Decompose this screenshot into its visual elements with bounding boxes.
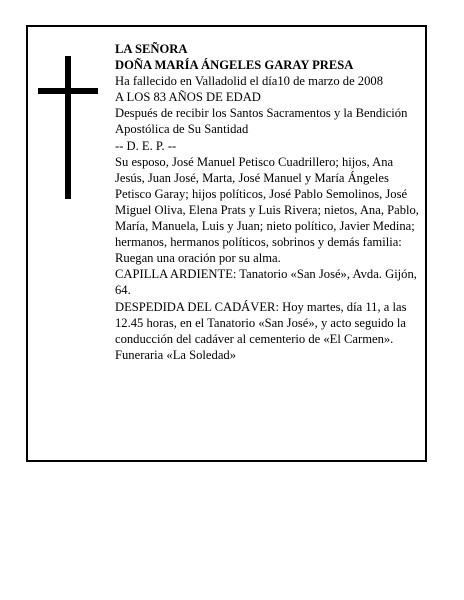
funeral-home: Funeraria «La Soledad» <box>115 347 236 362</box>
cross-icon <box>38 56 98 199</box>
farewell-info: DESPEDIDA DEL CADÁVER: Hoy martes, día 11, a las 12.45 horas, en el Tanatorio «San José», y acto seguido la conducción del cadáver al cementerio de «El Carmen». <box>115 299 407 346</box>
sacraments-line: Después de recibir los Santos Sacramentos y la Bendición Apostólica de Su Santidad <box>115 106 408 137</box>
chapel-info: CAPILLA ARDIENTE: Tanatorio «San José», Avda. Gijón, 64. <box>115 267 417 298</box>
prayer-request: Ruegan una oración por su alma. <box>115 251 281 266</box>
death-announcement: Ha fallecido en Valladolid el día10 de marzo de 2008 <box>115 74 383 89</box>
notice-text <box>115 41 421 363</box>
deceased-name: DOÑA MARÍA ÁNGELES GARAY PRESA <box>115 58 354 73</box>
cross-horizontal-bar <box>38 88 98 94</box>
cross-vertical-bar <box>65 56 71 199</box>
family-paragraph: Su esposo, José Manuel Petisco Cuadrillero; hijos, Ana Jesús, Juan José, Marta, José Manuel y María Ángeles Petisco Garay; hijos políticos, José Pablo Semolinos, José Miguel Oliva, Elena Prats y Luis Rivera; nietos, Ana, Pablo, María, Manuela, Luis y Juan; nieto político, Javier Medina; hermanos, hermanos políticos, sobrinos y demás familia: <box>115 154 419 250</box>
rip-line: -- D. E. P. -- <box>115 138 177 153</box>
title-honorific: LA SEÑORA <box>115 42 188 56</box>
obituary-notice <box>26 25 427 462</box>
age-line: A LOS 83 AÑOS DE EDAD <box>115 90 261 105</box>
